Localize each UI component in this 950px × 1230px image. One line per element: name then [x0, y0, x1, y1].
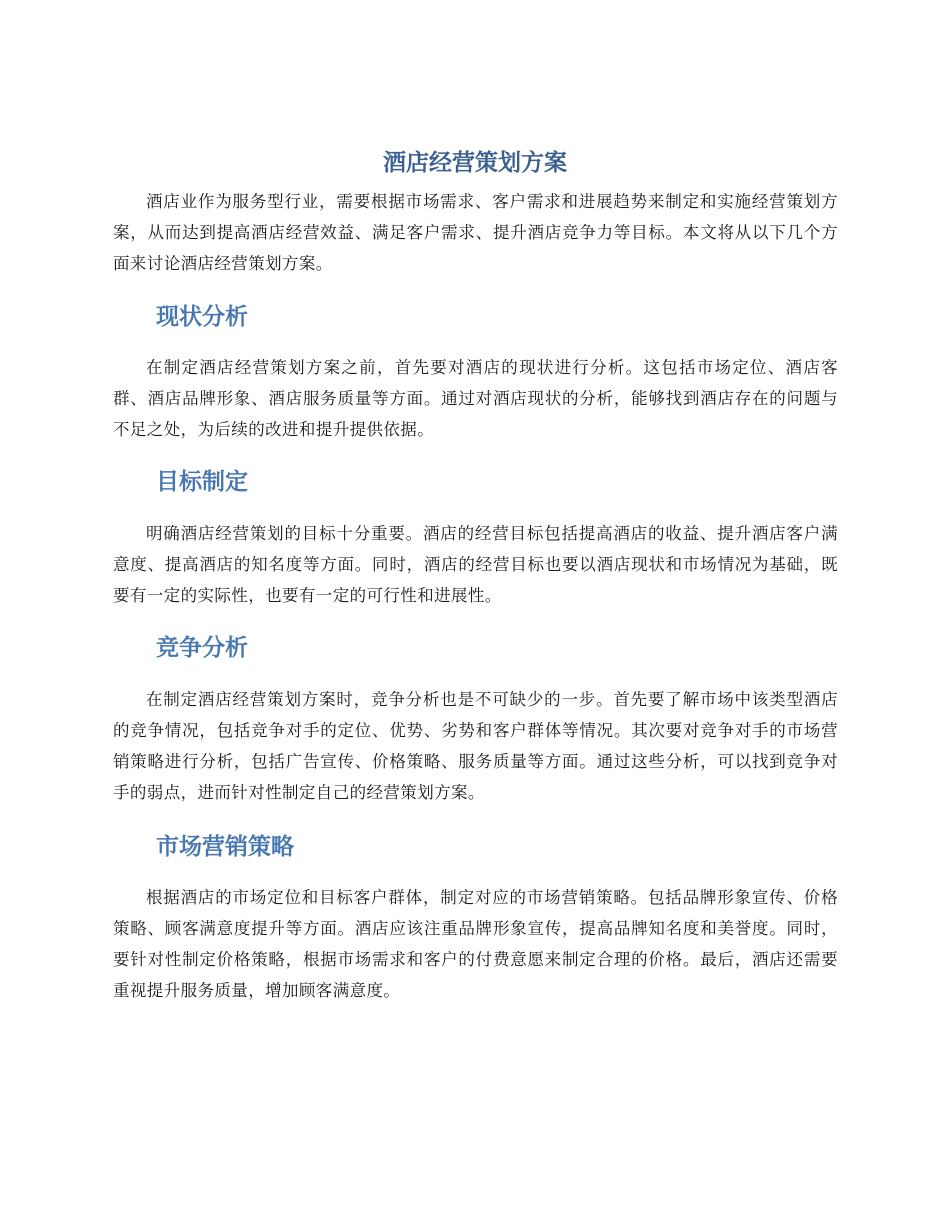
section-body-competition-analysis: 在制定酒店经营策划方案时，竞争分析也是不可缺少的一步。首先要了解市场中该类型酒店的竞争情况，包括竞争对手的定位、优势、劣势和客户群体等情况。其次要对竞争对手的市场营销策略进行分析，包括广告宣传、价格策略、服务质量等方面。通过这些分析，可以找到竞争对手的弱点，进而针对性制定自己的经营策划方案。 [113, 690, 838, 802]
section-heading-goal-setting: 目标制定 [156, 469, 248, 495]
section-heading-marketing-strategy: 市场营销策略 [156, 834, 294, 860]
document-title: 酒店经营策划方案 [383, 150, 567, 176]
intro-paragraph: 酒店业作为服务型行业，需要根据市场需求、客户需求和进展趋势来制定和实施经营策划方案，从而达到提高酒店经营效益、满足客户需求、提升酒店竞争力等目标。本文将从以下几个方面来讨论酒店经营策划方案。 [113, 192, 838, 273]
section-body-marketing-strategy: 根据酒店的市场定位和目标客户群体，制定对应的市场营销策略。包括品牌形象宣传、价格策略、顾客满意度提升等方面。酒店应该注重品牌形象宣传，提高品牌知名度和美誉度。同时，要针对性制定价格策略，根据市场需求和客户的付费意愿来制定合理的价格。最后，酒店还需要重视提升服务质量，增加顾客满意度。 [113, 888, 838, 1000]
section-heading-competition-analysis: 竞争分析 [156, 635, 248, 661]
section-body-goal-setting: 明确酒店经营策划的目标十分重要。酒店的经营目标包括提高酒店的收益、提升酒店客户满意度、提高酒店的知名度等方面。同时，酒店的经营目标也要以酒店现状和市场情况为基础，既要有一定的实际性，也要有一定的可行性和进展性。 [113, 524, 838, 605]
section-body-status-analysis: 在制定酒店经营策划方案之前，首先要对酒店的现状进行分析。这包括市场定位、酒店客群、酒店品牌形象、酒店服务质量等方面。通过对酒店现状的分析，能够找到酒店存在的问题与不足之处，为后续的改进和提升提供依据。 [113, 358, 838, 439]
section-heading-status-analysis: 现状分析 [156, 304, 248, 330]
